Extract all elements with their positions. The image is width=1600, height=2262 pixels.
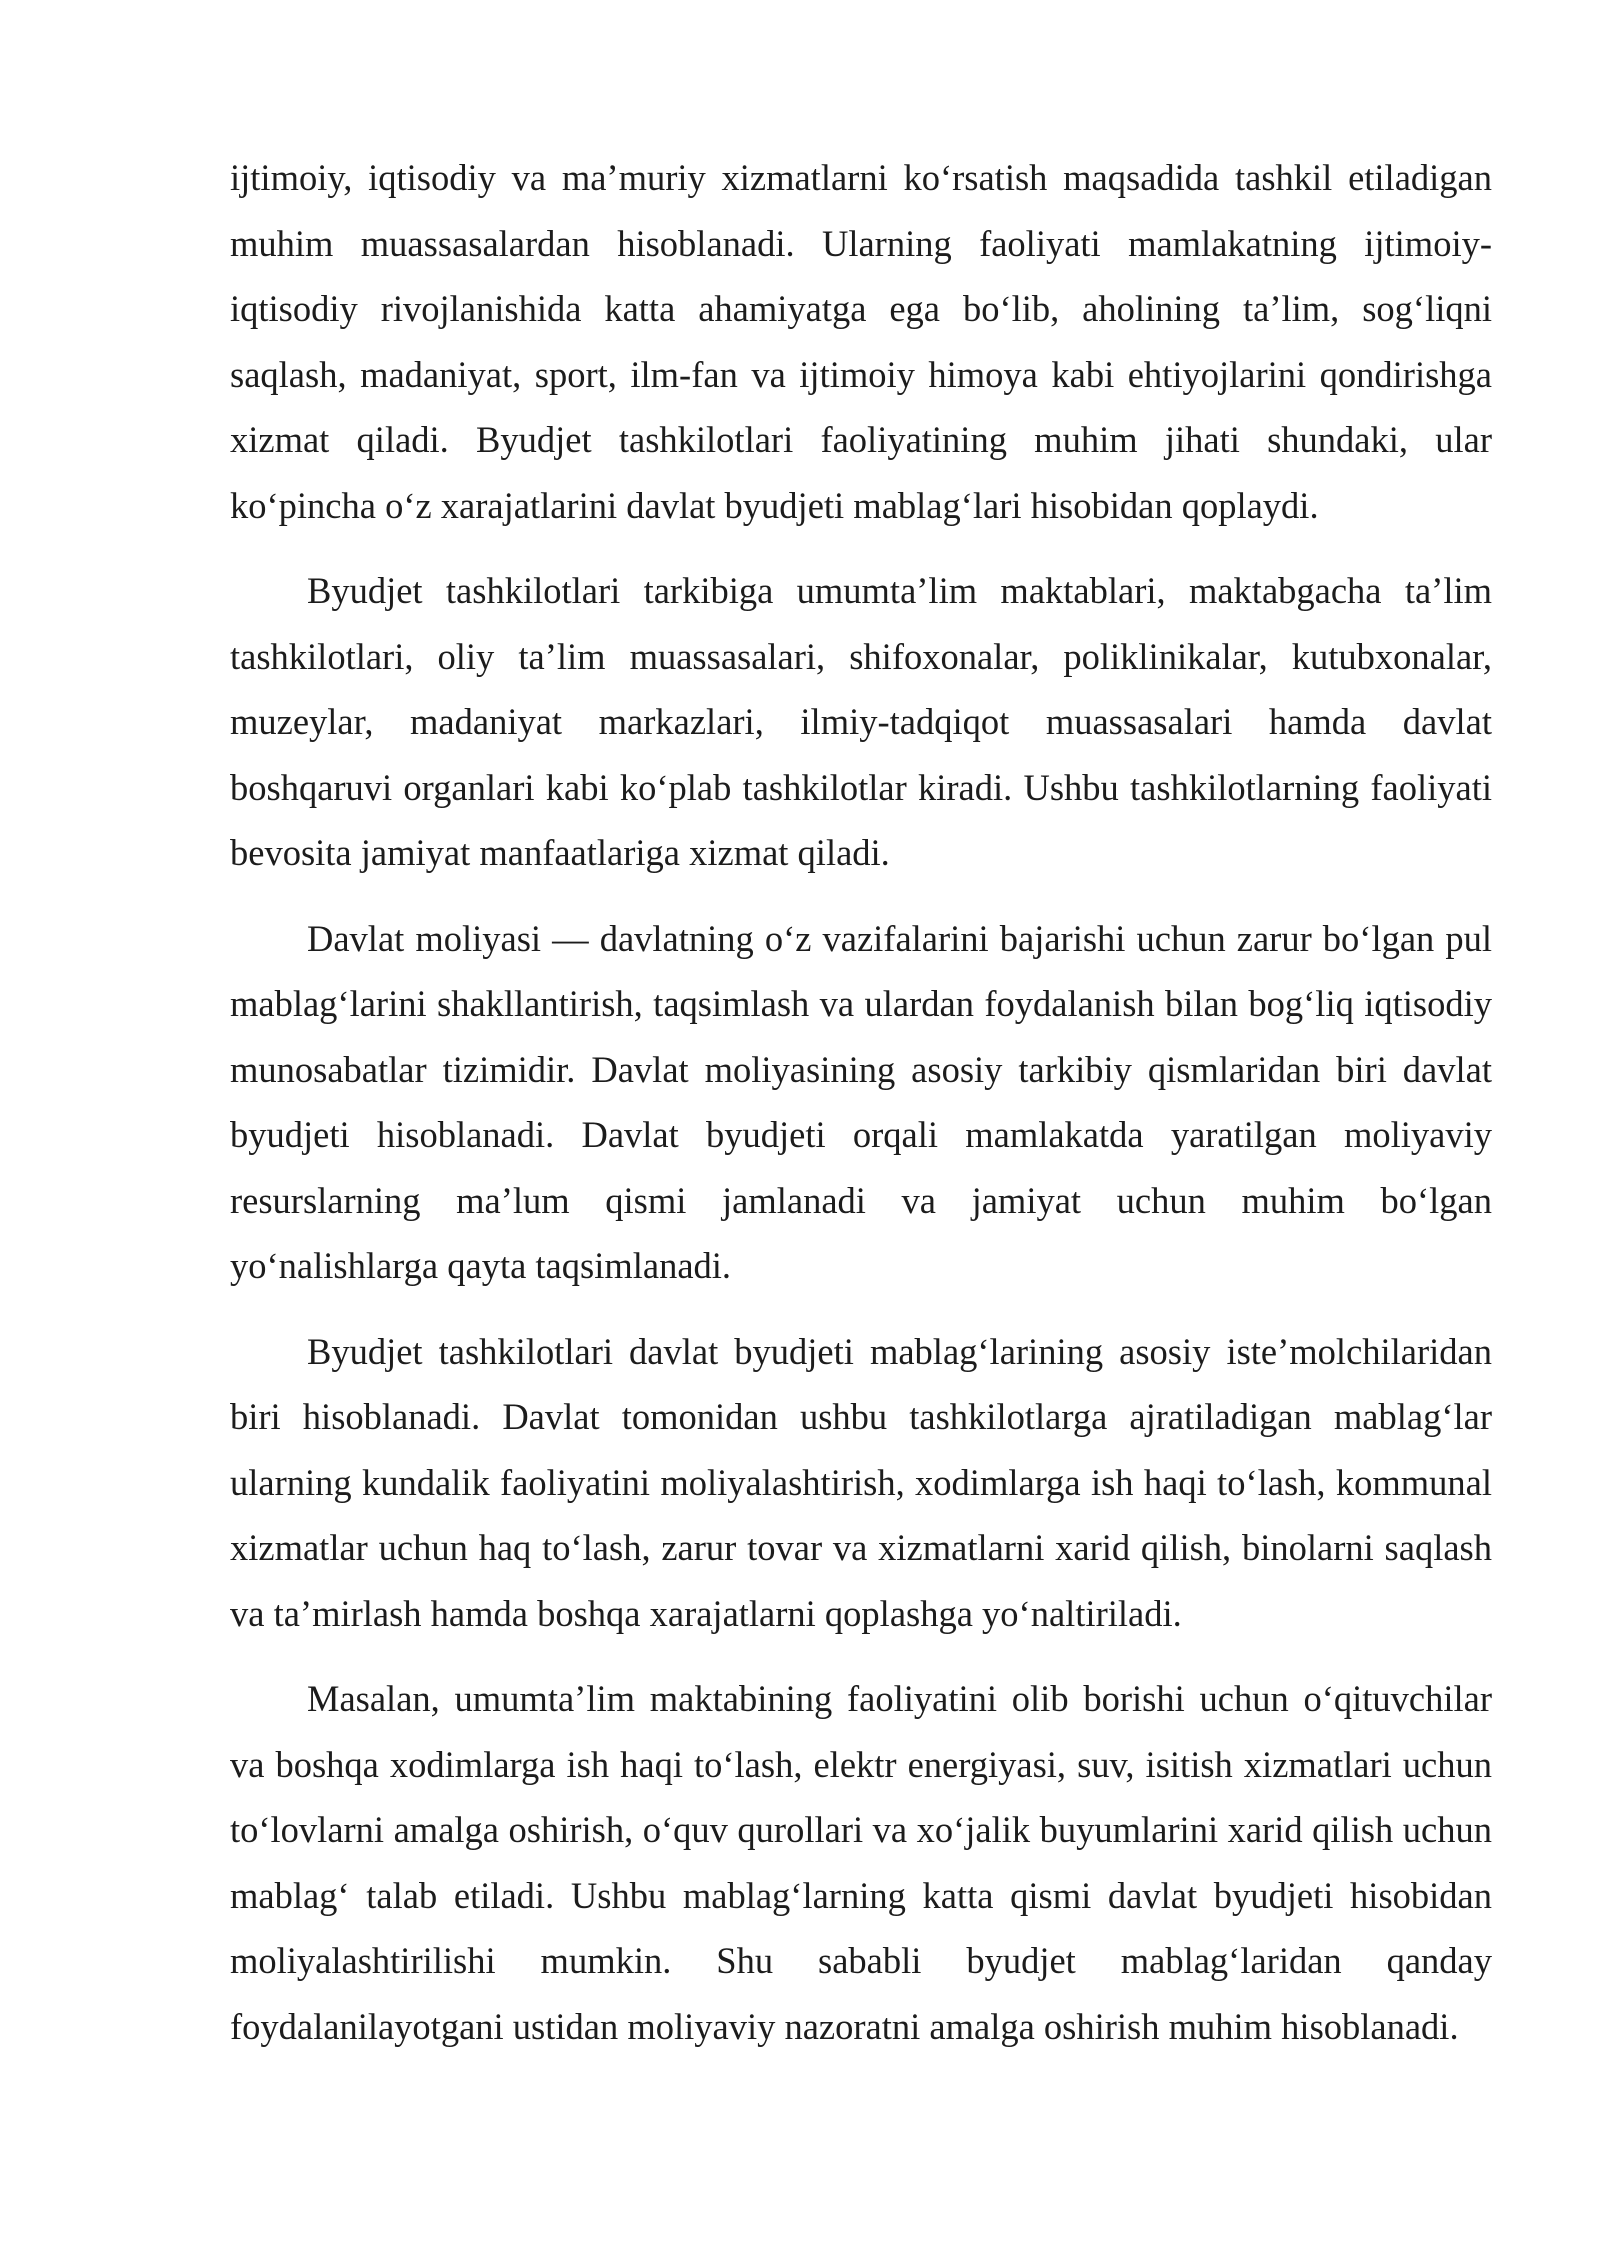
paragraph-school-example: Masalan, umumta’lim maktabining faoliyatini olib borishi uchun o‘qituvchilar va boshqa xodimlarga ish haqi to‘lash, elektr energiyasi, suv, isitish xizmatlari uchun to‘lovlarni amalga oshirish, o‘quv qurollari va xo‘jalik buyumlarini xarid qilish uchun mablag‘ talab etiladi. Ushbu mablag‘larning katta qismi davlat byudjeti hisobidan moliyalashtirilishi mumkin. Shu sababli byudjet mablag‘laridan qanday foydalanilayotgani ustidan moliyaviy nazoratni amalga oshirish muhim hisoblanadi. xyxy=(230,1678,1492,2047)
document-page xyxy=(230,145,1492,2079)
paragraph-budget-consumers: Byudjet tashkilotlari davlat byudjeti mablag‘larining asosiy iste’molchilaridan biri hisoblanadi. Davlat tomonidan ushbu tashkilotlarga ajratiladigan mablag‘lar ularning kundalik faoliyatini moliyalashtirish, xodimlarga ish haqi to‘lash, kommunal xizmatlar uchun haq to‘lash, zarur tovar va xizmatlarni xarid qilish, binolarni saqlash va ta’mirlash hamda boshqa xarajatlarni qoplashga yo‘naltiriladi. xyxy=(230,1330,1492,1634)
paragraph-budget-organizations-composition: Byudjet tashkilotlari tarkibiga umumta’lim maktablari, maktabgacha ta’lim tashkilotlari, oliy ta’lim muassasalari, shifoxonalar, poliklinikalar, kutubxonalar, muzeylar, madaniyat markazlari, ilmiy-tadqiqot muassasalari hamda davlat boshqaruvi organlari kabi ko‘plab tashkilotlar kiradi. Ushbu tashkilotlarning faoliyati bevosita jamiyat manfaatlariga xizmat qiladi. xyxy=(230,570,1492,873)
paragraph-continuation: ijtimoiy, iqtisodiy va ma’muriy xizmatlarni ko‘rsatish maqsadida tashkil etiladigan muhim muassasalardan hisoblanadi. Ularning faoliyati mamlakatning ijtimoiy-iqtisodiy rivojlanishida katta ahamiyatga ega bo‘lib, aholining ta’lim, sog‘liqni saqlash, madaniyat, sport, ilm-fan va ijtimoiy himoya kabi ehtiyojlarini qondirishga xizmat qiladi. Byudjet tashkilotlari faoliyatining muhim jihati shundaki, ular ko‘pincha o‘z xarajatlarini davlat byudjeti mablag‘lari hisobidan qoplaydi. xyxy=(230,157,1492,526)
paragraph-state-finance: Davlat moliyasi — davlatning o‘z vazifalarini bajarishi uchun zarur bo‘lgan pul mablag‘larini shakllantirish, taqsimlash va ulardan foydalanish bilan bog‘liq iqtisodiy munosabatlar tizimidir. Davlat moliyasining asosiy tarkibiy qismlaridan biri davlat byudjeti hisoblanadi. Davlat byudjeti orqali mamlakatda yaratilgan moliyaviy resurslarning ma’lum qismi jamlanadi va jamiyat uchun muhim bo‘lgan yo‘nalishlarga qayta taqsimlanadi. xyxy=(230,917,1492,1286)
